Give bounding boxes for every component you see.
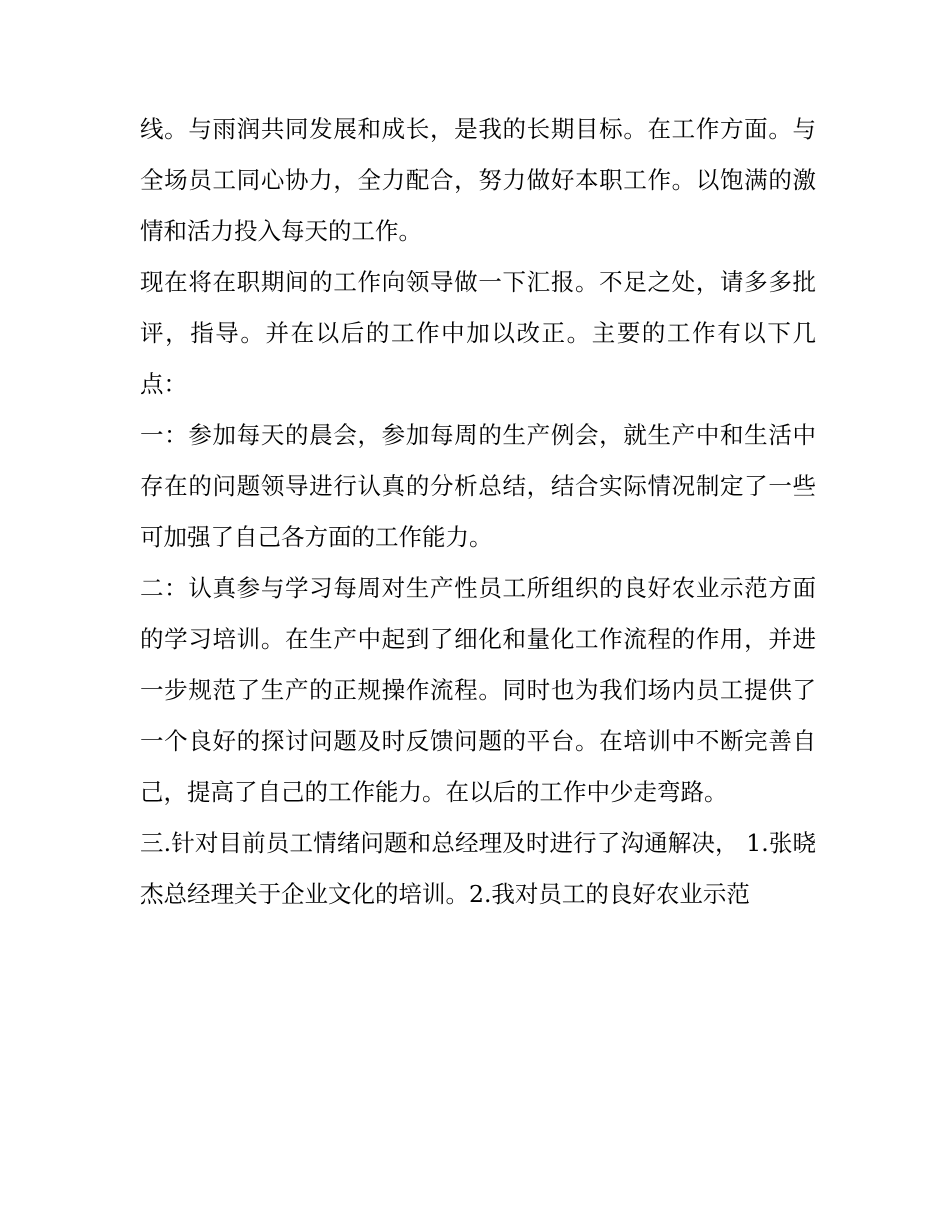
paragraph-item-2: 二：认真参与学习每周对生产性员工所组织的良好农业示范方面的学习培训。在生产中起到了细化和量化工作流程的作用，并进一步规范了生产的正规操作流程。同时也为我们场内员工提供了一个良好的探讨问题及时反馈问题的平台。在培训中不断完善自己，提高了自己的工作能力。在以后的工作中少走弯路。 xyxy=(140,574,816,806)
paragraph-item-3: 三.针对目前员工情绪问题和总经理及时进行了沟通解决， 1.张晓杰总经理关于企业文化的培训。2.我对员工的良好农业示范 xyxy=(140,829,816,908)
paragraph-item-1: 一：参加每天的晨会，参加每周的生产例会，就生产中和生活中存在的问题领导进行认真的分析总结，结合实际情况制定了一些可加强了自己各方面的工作能力。 xyxy=(140,421,816,551)
paragraph-goals: 线。与雨润共同发展和成长，是我的长期目标。在工作方面。与全场员工同心协力，全力配合，努力做好本职工作。以饱满的激情和活力投入每天的工作。 xyxy=(140,115,816,245)
document-page xyxy=(140,104,816,920)
paragraph-report-intro: 现在将在职期间的工作向领导做一下汇报。不足之处，请多多批评，指导。并在以后的工作中加以改正。主要的工作有以下几点： xyxy=(140,268,816,398)
